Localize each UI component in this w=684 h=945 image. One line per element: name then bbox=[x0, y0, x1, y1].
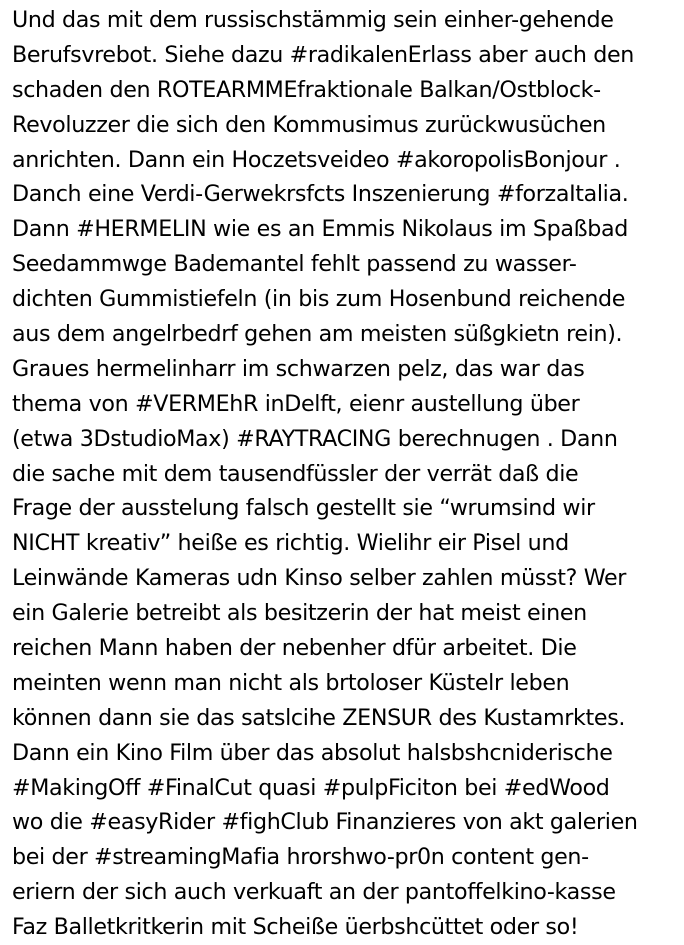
text-line: die sache mit dem tausendfüssler der verrät daß die bbox=[12, 460, 579, 487]
body-text bbox=[12, 3, 680, 945]
text-line: anrichten. Dann ein Hoczetsveideo #akoropolisBonjour . bbox=[12, 146, 621, 173]
text-line: schaden den ROTEARMMEfraktionale Balkan/Ostblock- bbox=[12, 76, 601, 103]
text-line: bei der #streamingMafia hrorshwo-pr0n content gen- bbox=[12, 844, 589, 871]
text-line: ein Galerie betreibt als besitzerin der hat meist einen bbox=[12, 600, 587, 627]
text-line: Leinwände Kameras udn Kinso selber zahlen müsst? Wer bbox=[12, 565, 627, 592]
text-line: dichten Gummistiefeln (in bis zum Hosenbund reichende bbox=[12, 286, 626, 313]
text-line: wo die #easyRider #fighClub Finanzieres von akt galerien bbox=[12, 809, 638, 836]
text-line: Faz Balletkritkerin mit Scheiße üerbshcüttet oder so! bbox=[12, 914, 579, 941]
text-line: NICHT kreativ” heiße es richtig. Wielihr eir Pisel und bbox=[12, 530, 569, 557]
text-line: Seedammwge Bademantel fehlt passend zu wasser- bbox=[12, 251, 577, 278]
text-line: thema von #VERMEhR inDelft, eienr austellung über bbox=[12, 390, 580, 417]
text-line: Und das mit dem russischstämmig sein einher-gehende bbox=[12, 7, 614, 33]
text-line: Dann #HERMELIN wie es an Emmis Nikolaus im Spaßbad bbox=[12, 216, 628, 243]
text-line: Berufsvrebot. Siehe dazu #radikalenErlass aber auch den bbox=[12, 41, 634, 68]
text-line: Danch eine Verdi-Gerwekrsfcts Inszenierung #forzaItalia. bbox=[12, 181, 629, 208]
text-line: Graues hermelinharr im schwarzen pelz, das war das bbox=[12, 355, 585, 382]
text-line: (etwa 3DstudioMax) #RAYTRACING berechnugen . Dann bbox=[12, 425, 618, 452]
text-line: Dann ein Kino Film über das absolut halsbshcniderische bbox=[12, 739, 613, 766]
text-line: Frage der ausstelung falsch gestellt sie “wrumsind wir bbox=[12, 495, 595, 522]
text-line: #MakingOff #FinalCut quasi #pulpFiciton bei #edWood bbox=[12, 774, 610, 801]
text-line: meinten wenn man nicht als brtoloser Küstelr leben bbox=[12, 669, 570, 696]
text-line: können dann sie das satslcihe ZENSUR des Kustamrktes. bbox=[12, 704, 626, 731]
text-line: eriern der sich auch verkuaft an der pantoffelkino-kasse bbox=[12, 879, 616, 906]
text-line: aus dem angelrbedrf gehen am meisten süßgkietn rein). bbox=[12, 321, 623, 348]
text-line: reichen Mann haben der nebenher dfür arbeitet. Die bbox=[12, 635, 577, 662]
text-line: Revoluzzer die sich den Kommusimus zurückwusüchen bbox=[12, 111, 606, 138]
